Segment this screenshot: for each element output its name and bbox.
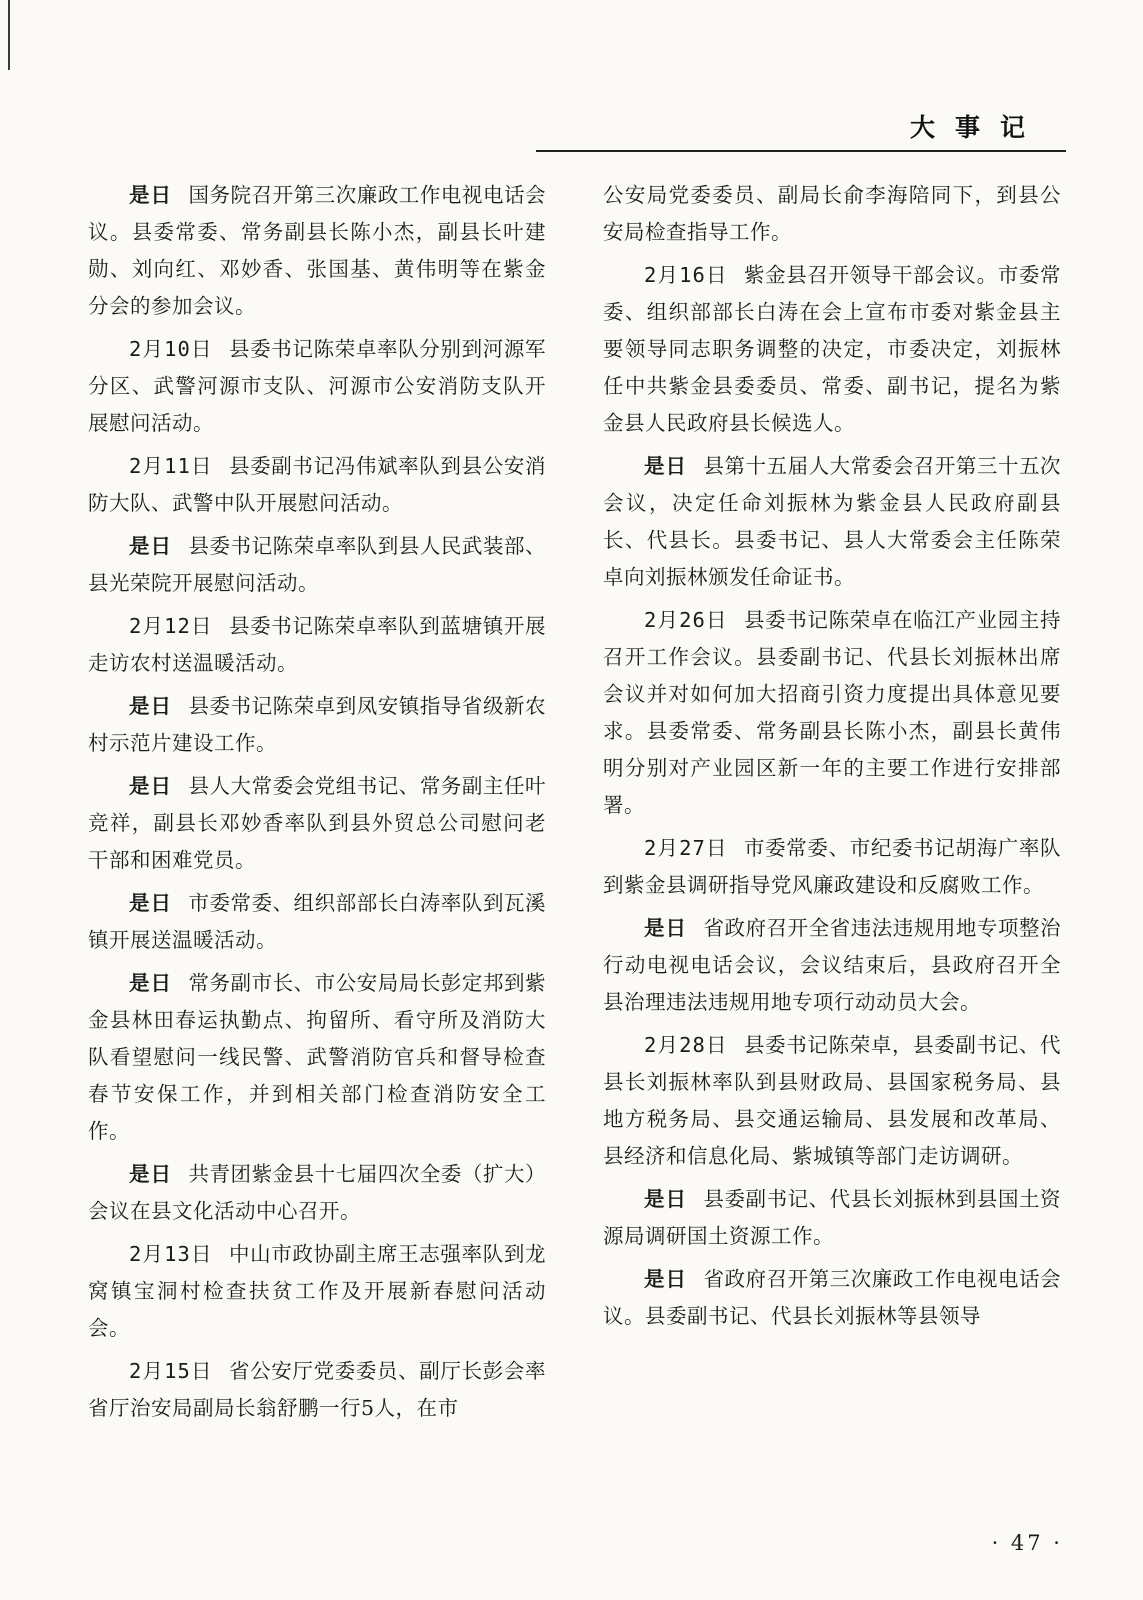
- entry-date: 2月15日: [129, 1359, 213, 1383]
- chronicle-entry: [88, 688, 546, 762]
- chronicle-entry: [603, 602, 1061, 824]
- running-header-title: 大事记: [909, 113, 1045, 142]
- entry-text: 省公安厅党委委员、副厅长彭会率省厅治安局副局长翁舒鹏一行5人，在市: [88, 1359, 547, 1420]
- right-column: [603, 177, 1061, 1341]
- chronicle-entry: [603, 910, 1061, 1021]
- entry-text: 县委书记陈荣卓率队到蓝塘镇开展走访农村送温暖活动。: [88, 614, 547, 675]
- entry-date: 2月26日: [644, 608, 728, 632]
- chronicle-entry: [88, 448, 546, 522]
- entry-date: 是日: [129, 971, 173, 995]
- entry-text: 中山市政协副主席王志强率队到龙窝镇宝洞村检查扶贫工作及开展新春慰问活动会。: [88, 1242, 547, 1340]
- chronicle-entry: [88, 885, 546, 959]
- entry-text: 公安局党委委员、副局长俞李海陪同下，到县公安局检查指导工作。: [603, 183, 1061, 244]
- entry-text: 市委常委、组织部部长白涛率队到瓦溪镇开展送温暖活动。: [88, 891, 547, 952]
- chronicle-entry: [603, 1027, 1061, 1175]
- entry-text: 县委副书记、代县长刘振林到县国土资源局调研国土资源工作。: [603, 1187, 1062, 1248]
- entry-date: 2月12日: [129, 614, 213, 638]
- chronicle-entry: [88, 177, 546, 325]
- entry-text: 省政府召开第三次廉政工作电视电话会议。县委副书记、代县长刘振林等县领导: [603, 1267, 1062, 1328]
- chronicle-entry: [88, 608, 546, 682]
- entry-date: 是日: [644, 454, 688, 478]
- entry-text: 紫金县召开领导干部会议。市委常委、组织部部长白涛在会上宣布市委对紫金县主要领导同志职务调整的决定，市委决定，刘振林任中共紫金县委委员、常委、副书记，提名为紫金县人民政府县长候选人。: [603, 263, 1062, 435]
- entry-date: 2月10日: [129, 337, 213, 361]
- chronicle-entry-continuation: [603, 177, 1061, 251]
- chronicle-entry: [88, 331, 546, 442]
- entry-date: 2月28日: [644, 1033, 728, 1057]
- chronicle-entry: [88, 1156, 546, 1230]
- binding-edge-line: [8, 0, 10, 70]
- entry-date: 是日: [644, 1187, 688, 1211]
- chronicle-entry: [603, 448, 1061, 596]
- chronicle-entry: [603, 257, 1061, 442]
- entry-text: 县委书记陈荣卓在临江产业园主持召开工作会议。县委副书记、代县长刘振林出席会议并对如何加大招商引资力度提出具体意见要求。县委常委、常务副县长陈小杰，副县长黄伟明分别对产业园区新一年的主要工作进行安排部署。: [603, 608, 1062, 817]
- entry-text: 县委书记陈荣卓，县委副书记、代县长刘振林率队到县财政局、县国家税务局、县地方税务局、县交通运输局、县发展和改革局、县经济和信息化局、紫城镇等部门走访调研。: [603, 1033, 1062, 1168]
- entry-text: 县委书记陈荣卓率队分别到河源军分区、武警河源市支队、河源市公安消防支队开展慰问活动。: [88, 337, 547, 435]
- chronicle-entry: [88, 1353, 546, 1427]
- entry-text: 国务院召开第三次廉政工作电视电话会议。县委常委、常务副县长陈小杰，副县长叶建勋、刘向红、邓妙香、张国基、黄伟明等在紫金分会的参加会议。: [88, 183, 547, 318]
- chronicle-entry: [88, 528, 546, 602]
- entry-date: 2月16日: [644, 263, 728, 287]
- entry-text: 常务副市长、市公安局局长彭定邦到紫金县林田春运执勤点、拘留所、看守所及消防大队看望慰问一线民警、武警消防官兵和督导检查春节安保工作，并到相关部门检查消防安全工作。: [88, 971, 547, 1143]
- entry-date: 是日: [129, 534, 173, 558]
- entry-date: 2月13日: [129, 1242, 213, 1266]
- entry-date: 是日: [644, 916, 688, 940]
- entry-date: 是日: [129, 891, 173, 915]
- chronicle-entry: [603, 1261, 1061, 1335]
- left-column: [88, 177, 546, 1433]
- chronicle-entry: [88, 1236, 546, 1347]
- page-number: · 47 ·: [991, 1531, 1063, 1555]
- entry-date: 是日: [129, 183, 173, 207]
- entry-text: 县委副书记冯伟斌率队到县公安消防大队、武警中队开展慰问活动。: [88, 454, 547, 515]
- chronicle-entry: [88, 965, 546, 1150]
- entry-date: 是日: [644, 1267, 688, 1291]
- entry-date: 2月27日: [644, 836, 728, 860]
- entry-date: 是日: [129, 694, 173, 718]
- entry-text: 省政府召开全省违法违规用地专项整治行动电视电话会议，会议结束后，县政府召开全县治理违法违规用地专项行动动员大会。: [603, 916, 1062, 1014]
- entry-text: 县委书记陈荣卓到凤安镇指导省级新农村示范片建设工作。: [88, 694, 547, 755]
- chronicle-entry: [603, 830, 1061, 904]
- entry-date: 2月11日: [129, 454, 213, 478]
- entry-text: 县第十五届人大常委会召开第三十五次会议，决定任命刘振林为紫金县人民政府副县长、代县长。县委书记、县人大常委会主任陈荣卓向刘振林颁发任命证书。: [603, 454, 1062, 589]
- header-rule: [536, 150, 1066, 152]
- entry-text: 县委书记陈荣卓率队到县人民武装部、县光荣院开展慰问活动。: [88, 534, 547, 595]
- chronicle-entry: [88, 768, 546, 879]
- entry-date: 是日: [129, 774, 173, 798]
- entry-text: 共青团紫金县十七届四次全委（扩大）会议在县文化活动中心召开。: [88, 1162, 547, 1223]
- chronicle-entry: [603, 1181, 1061, 1255]
- entry-date: 是日: [129, 1162, 173, 1186]
- entry-text: 县人大常委会党组书记、常务副主任叶竞祥，副县长邓妙香率队到县外贸总公司慰问老干部和困难党员。: [88, 774, 547, 872]
- entry-text: 市委常委、市纪委书记胡海广率队到紫金县调研指导党风廉政建设和反腐败工作。: [603, 836, 1062, 897]
